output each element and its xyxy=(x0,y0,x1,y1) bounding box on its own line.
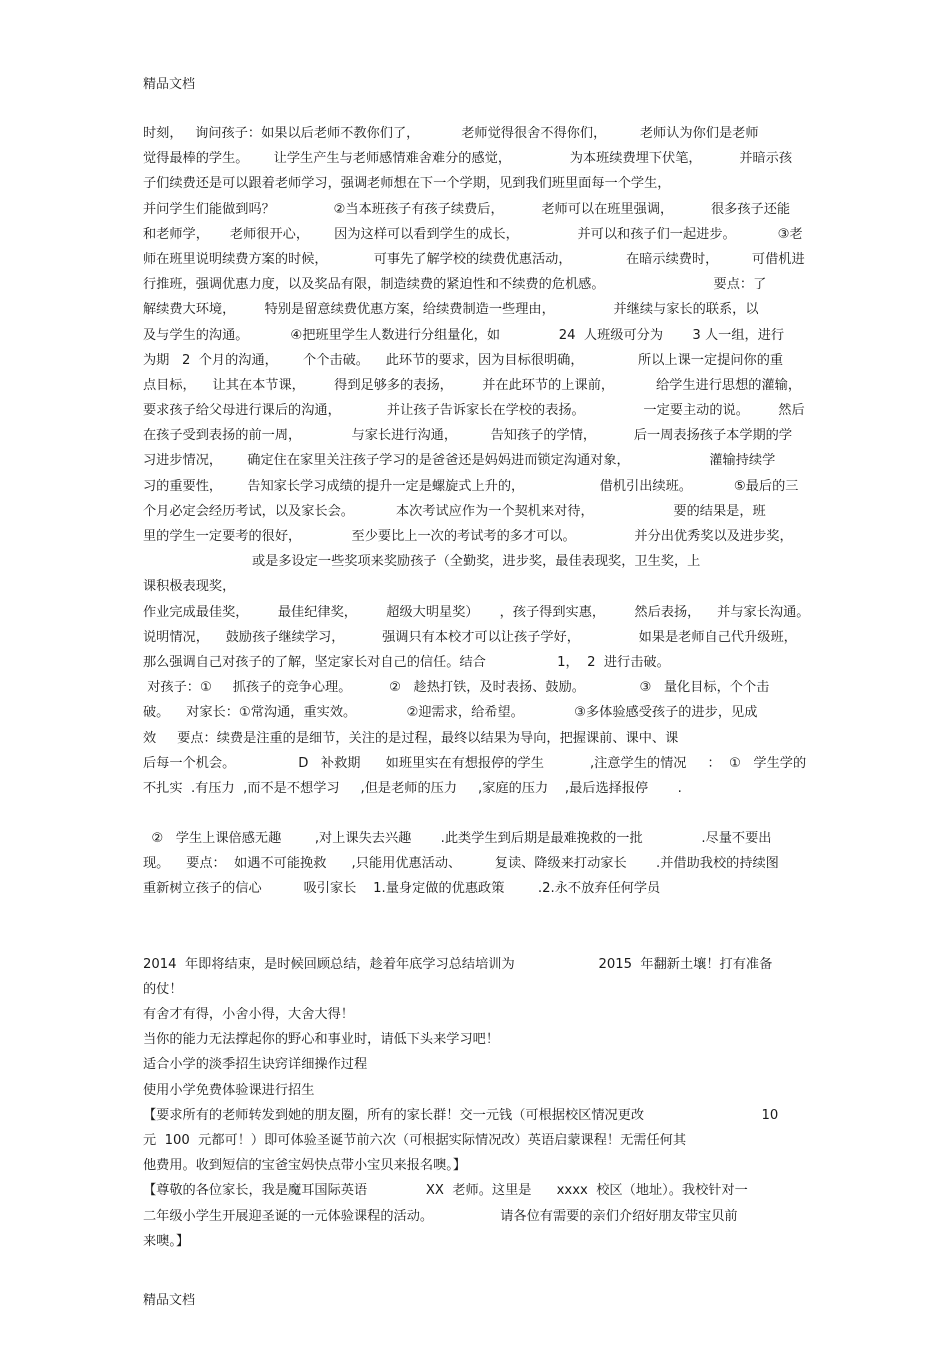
text-line: 为期 2 个月的沟通， 个个击破。 此环节的要求，因为目标很明确， 所以上课一定提问你的重 xyxy=(143,352,784,368)
text-line: 当你的能力无法撑起你的野心和事业时，请低下头来学习吧！ xyxy=(143,1032,500,1048)
text-line: 二年级小学生开展迎圣诞的一元体验课程的活动。 请各位有需要的亲们介绍好朋友带宝贝前 xyxy=(143,1208,738,1224)
text-line: 适合小学的淡季招生诀窍详细操作过程 xyxy=(143,1057,368,1073)
text-line: 时刻， 询问孩子：如果以后老师不教你们了， 老师觉得很舍不得你们， 老师认为你们是老师 xyxy=(143,126,759,141)
text-line: 在孩子受到表扬的前一周， 与家长进行沟通， 告知孩子的学情， 后一周表扬孩子本学期的学 xyxy=(143,428,793,444)
text-line: 他费用。收到短信的宝爸宝妈快点带小宝贝来报名噢。】 xyxy=(143,1158,467,1174)
spacer xyxy=(143,902,809,927)
text-line: 那么强调自己对孩子的了解，坚定家长对自己的信任。结合 1， 2 进行击破。 xyxy=(143,654,670,670)
text-line: 对孩子：① 抓孩子的竞争心理。 ② 趁热打铁，及时表扬、鼓励。 ③ 量化目标，个个击 xyxy=(143,680,770,696)
text-line: 有舍才有得，小舍小得，大舍大得！ xyxy=(143,1007,354,1022)
text-line: 子们续费还是可以跟着老师学习，强调老师想在下一个学期，见到我们班里面每一个学生， xyxy=(143,176,671,192)
text-line: 课积极表现奖， xyxy=(143,579,236,595)
text-line: 习的重要性， 告知家长学习成绩的提升一定是螺旋式上升的， 借机引出续班。 ⑤最后的三 xyxy=(143,478,799,494)
text-line: 行推班，强调优惠力度，以及奖品有限，制造续费的紧迫性和不续费的危机感。 要点：了 xyxy=(143,277,767,293)
text-line: 不扎实 .有压力 ,而不是不想学习 ,但是老师的压力 ,家庭的压力 ,最后选择报停 . xyxy=(143,780,682,796)
text-line: 现。 要点： 如遇不可能挽救 ,只能用优惠活动、 复读、降级来打动家长 .并借助我校的持续图 xyxy=(143,856,779,872)
text-line: 破。 对家长：①常沟通，重实效。 ②迎需求，给希望。 ③多体验感受孩子的进步，见成 xyxy=(143,705,758,721)
page-footer: 精品文档 xyxy=(143,1293,196,1308)
text-line: 里的学生一定要考的很好， 至少要比上一次的考试考的多才可以。 并分出优秀奖以及进步奖， xyxy=(143,529,793,544)
text-line: 习进步情况， 确定住在家里关注孩子学习的是爸爸还是妈妈进而锁定沟通对象， 灌输持续学 xyxy=(143,453,776,469)
text-line: 解续费大环境， 特别是留意续费优惠方案，给续费制造一些理由， 并继续与家长的联系，以 xyxy=(143,302,759,318)
page-header: 精品文档 xyxy=(143,77,196,92)
text-line: 点目标， 让其在本节课， 得到足够多的表扬， 并在此环节的上课前， 给学生进行思想的灌输， xyxy=(143,377,802,393)
text-line: 来噢。】 xyxy=(143,1233,190,1249)
text-line: 觉得最棒的学生。 让学生产生与老师感情难舍难分的感觉， 为本班续费埋下伏笔， 并暗示孩 xyxy=(143,151,793,167)
text-line: 要求孩子给父母进行课后的沟通， 并让孩子告诉家长在学校的表扬。 一定要主动的说。 然后 xyxy=(143,403,805,419)
text-line: 使用小学免费体验课进行招生 xyxy=(143,1082,315,1098)
text-line: 或是多设定一些奖项来奖励孩子（全勤奖，进步奖，最佳表现奖，卫生奖，上 xyxy=(143,554,701,570)
section-enrollment xyxy=(143,952,809,1254)
text-line: 后每一个机会。 D 补救期 如班里实在有想报停的学生 ,注意学生的情况 ： ① 学生学的 xyxy=(143,755,807,771)
text-line: 【尊敬的各位家长，我是魔耳国际英语 XX 老师。这里是 xxxx 校区（地址）。我校针对一 xyxy=(143,1183,748,1199)
document-body xyxy=(143,121,809,1254)
text-line: 元 100 元都可！）即可体验圣诞节前六次（可根据实际情况改）英语启蒙课程！无需任何其 xyxy=(143,1132,687,1148)
spacer xyxy=(143,927,809,952)
section-remedy xyxy=(143,826,809,902)
section-renewal-strategy xyxy=(143,121,809,801)
text-line: 师在班里说明续费方案的时候， 可事先了解学校的续费优惠活动， 在暗示续费时， 可借机进 xyxy=(143,251,805,267)
text-line: ② 学生上课倍感无趣 ,对上课失去兴趣 .此类学生到后期是最难挽救的一批 .尽量不要出 xyxy=(143,831,772,847)
text-line: 重新树立孩子的信心 吸引家长 1.量身定做的优惠政策 .2.永不放弃任何学员 xyxy=(143,881,661,897)
text-line: 效 要点：续费是注重的是细节，关注的是过程，最终以结果为导向，把握课前、课中、课 xyxy=(143,730,679,746)
text-line: 的仗！ xyxy=(143,981,183,997)
text-line: 2014 年即将结束，是时候回顾总结，趁着年底学习总结培训为 2015 年翻新土壤！打有准备 xyxy=(143,956,773,972)
text-line: 说明情况， 鼓励孩子继续学习， 强调只有本校才可以让孩子学好， 如果是老师自己代升级班， xyxy=(143,629,797,645)
text-line: 及与学生的沟通。 ④把班里学生人数进行分组量化，如 24 人班级可分为 3 人一组，进行 xyxy=(143,327,785,343)
text-line: 个月必定会经历考试，以及家长会。 本次考试应作为一个契机来对待， 要的结果是，班 xyxy=(143,503,766,519)
text-line: 并问学生们能做到吗？ ②当本班孩子有孩子续费后， 老师可以在班里强调， 很多孩子还能 xyxy=(143,201,791,217)
text-line: 作业完成最佳奖， 最佳纪律奖， 超级大明星奖） ，孩子得到实惠， 然后表扬， 并与家长沟通。 xyxy=(143,604,809,620)
text-line: 【要求所有的老师转发到她的朋友圈，所有的家长群！交一元钱（可根据校区情况更改 10 xyxy=(143,1107,779,1123)
spacer xyxy=(143,801,809,826)
text-line: 和老师学， 老师很开心， 因为这样可以看到学生的成长， 并可以和孩子们一起进步。 ③老 xyxy=(143,226,803,242)
